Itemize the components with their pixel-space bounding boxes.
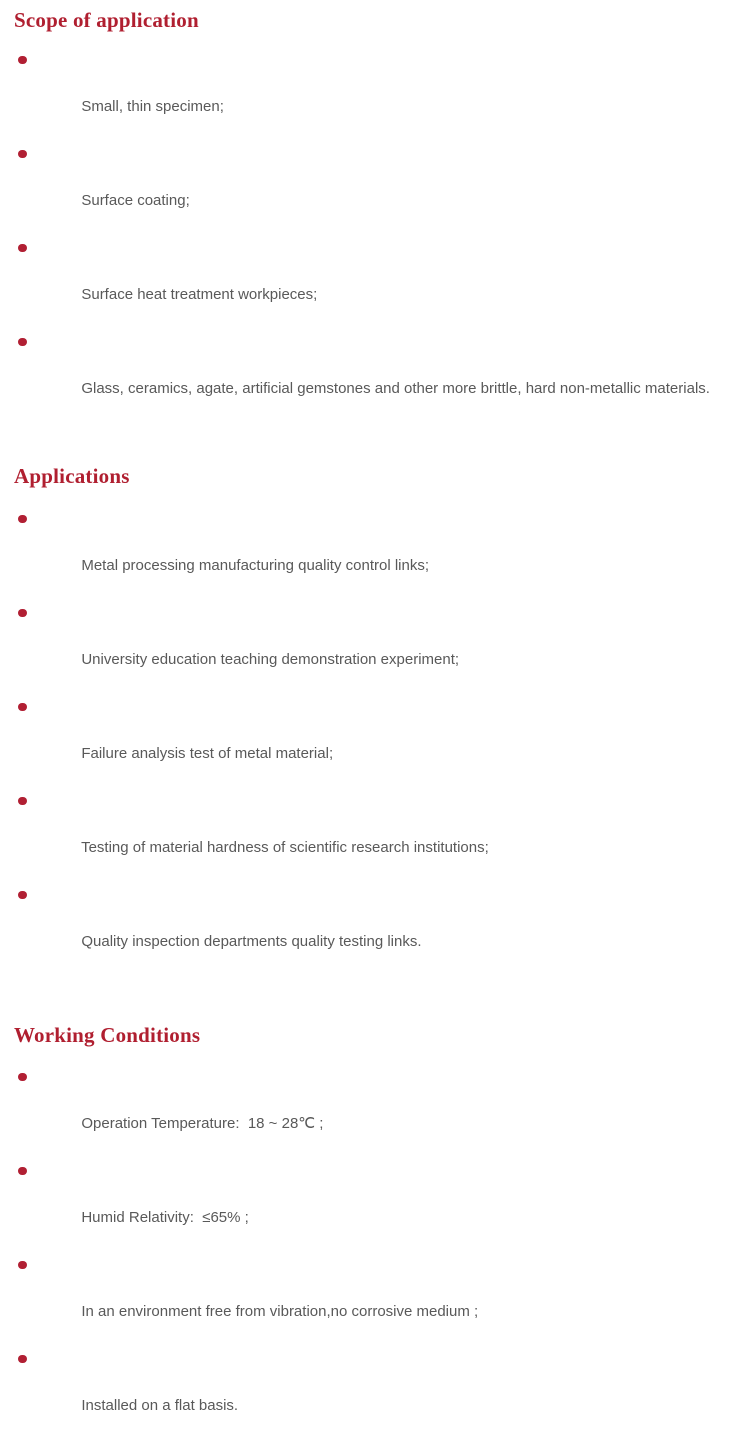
list-item (14, 789, 740, 883)
list-item-text: Metal processing manufacturing quality control links; (81, 557, 430, 574)
list-item-text: Glass, ceramics, agate, artificial gemstones and other more brittle, hard non-metallic materials. (81, 380, 710, 397)
bullet-icon (18, 609, 27, 618)
list-item-text: Quality inspection departments quality testing links. (81, 933, 422, 950)
list-item (14, 1253, 740, 1347)
list-item (14, 48, 740, 142)
bullet-list (14, 48, 740, 424)
list-item-text: In an environment free from vibration,no corrosive medium ; (81, 1303, 479, 1320)
list-item (14, 330, 740, 424)
section-working-conditions (14, 1023, 740, 1441)
list-item-text: Surface coating; (81, 192, 190, 209)
list-item-text: Surface heat treatment workpieces; (81, 286, 318, 303)
section-scope-of-application (14, 8, 740, 424)
list-item (14, 142, 740, 236)
section-heading: Applications (14, 464, 130, 488)
list-item-text: Testing of material hardness of scientific research institutions; (81, 839, 489, 856)
bullet-list (14, 1065, 740, 1441)
list-item (14, 883, 740, 977)
bullet-list (14, 507, 740, 977)
bullet-icon (18, 150, 27, 159)
list-item (14, 507, 740, 601)
list-item (14, 601, 740, 695)
list-item-text: Small, thin specimen; (81, 98, 224, 115)
list-item-text: University education teaching demonstration experiment; (81, 651, 460, 668)
bullet-icon (18, 1355, 27, 1364)
bullet-icon (18, 891, 27, 900)
list-item (14, 1347, 740, 1441)
section-applications (14, 464, 740, 977)
list-item-text: Operation Temperature: 18 ~ 28℃ ; (81, 1115, 324, 1132)
bullet-icon (18, 703, 27, 712)
list-item-text: Humid Relativity: ≤65% ; (81, 1209, 249, 1226)
bullet-icon (18, 1261, 27, 1270)
list-item (14, 1159, 740, 1253)
bullet-icon (18, 515, 27, 524)
bullet-icon (18, 1073, 27, 1082)
bullet-icon (18, 244, 27, 253)
bullet-icon (18, 797, 27, 806)
bullet-icon (18, 56, 27, 65)
list-item (14, 695, 740, 789)
bullet-icon (18, 1167, 27, 1176)
section-heading: Scope of application (14, 8, 199, 32)
section-heading: Working Conditions (14, 1023, 201, 1047)
list-item-text: Failure analysis test of metal material; (81, 745, 334, 762)
bullet-icon (18, 338, 27, 347)
list-item-text: Installed on a flat basis. (81, 1397, 239, 1414)
list-item (14, 1065, 740, 1159)
list-item (14, 236, 740, 330)
